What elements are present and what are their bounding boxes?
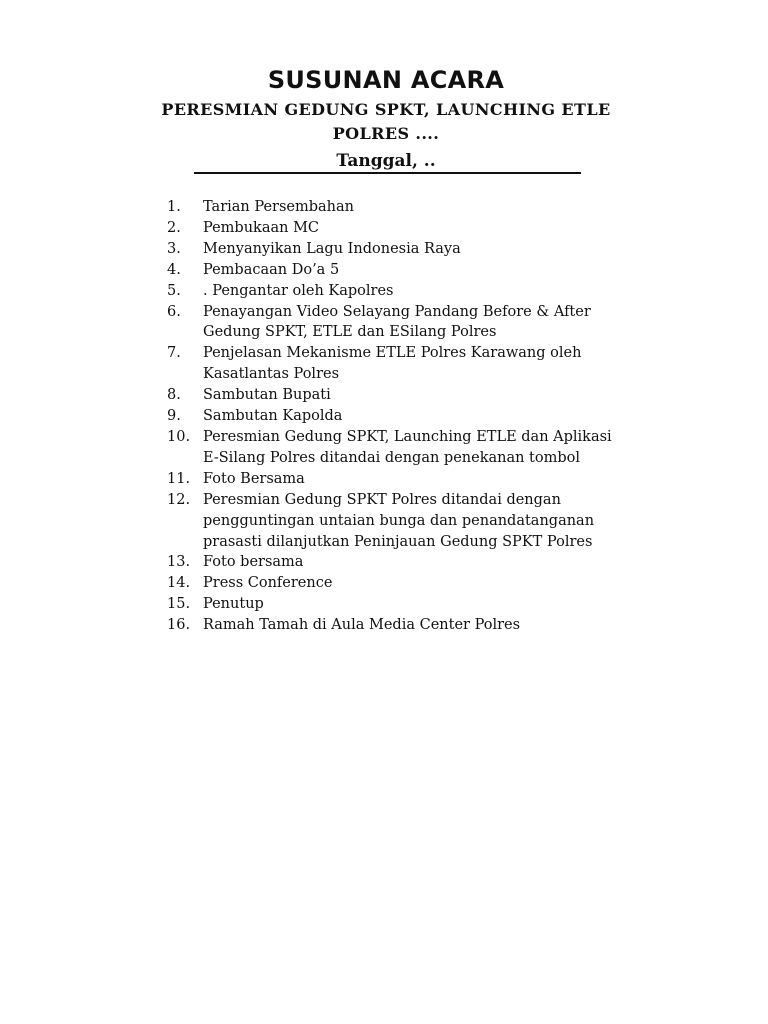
agenda-item (167, 302, 627, 344)
agenda-item (167, 615, 627, 636)
agenda-item-number: 2. (167, 219, 181, 236)
agenda-item (167, 218, 627, 239)
agenda-item-text: Penayangan Video Selayang Pandang Before & After Gedung SPKT, ETLE dan ESilang Polres (203, 303, 591, 341)
agenda-item (167, 573, 627, 594)
agenda-item-text: Menyanyikan Lagu Indonesia Raya (203, 240, 461, 257)
agenda-item-text: Penutup (203, 596, 264, 613)
agenda-item-number: 7. (167, 345, 181, 362)
agenda-item-text: Sambutan Kapolda (203, 408, 343, 425)
agenda-item-text: Pembukaan MC (203, 219, 320, 236)
agenda-item (167, 197, 627, 218)
agenda-item (167, 260, 627, 281)
agenda-item-number: 3. (167, 240, 181, 257)
agenda-item-number: 1. (167, 199, 181, 215)
agenda-item-text: Press Conference (203, 575, 333, 592)
agenda-item-number: 8. (167, 387, 181, 404)
agenda-item-text: Foto bersama (203, 554, 304, 571)
agenda-item-text: Ramah Tamah di Aula Media Center Polres (203, 617, 521, 634)
agenda-item-number: 12. (167, 491, 191, 508)
agenda-item-text: Penjelasan Mekanisme ETLE Polres Karawang oleh Kasatlantas Polres (203, 345, 582, 383)
agenda-item-text: Pembacaan Do’a 5 (203, 261, 340, 278)
agenda-item-text: Foto Bersama (203, 470, 305, 487)
agenda-item-number: 10. (167, 428, 191, 445)
document-date: Tanggal, .. (336, 151, 436, 171)
agenda-item (167, 406, 627, 427)
agenda-item (167, 594, 627, 615)
agenda-item-text: . Pengantar oleh Kapolres (203, 282, 394, 299)
agenda-item-text: Peresmian Gedung SPKT, Launching ETLE dan Aplikasi E-Silang Polres ditandai dengan penekanan tombol (203, 428, 612, 466)
agenda-item (167, 490, 627, 553)
agenda-item (167, 239, 627, 260)
agenda-item (167, 552, 627, 573)
title-underline (194, 172, 581, 174)
agenda-item (167, 281, 627, 302)
agenda-item-number: 5. (167, 282, 181, 299)
agenda-list (167, 197, 627, 636)
document-title: SUSUNAN ACARA (267, 66, 505, 94)
agenda-item-number: 16. (167, 617, 191, 634)
agenda-item-number: 13. (167, 554, 191, 571)
agenda-item-number: 11. (167, 470, 191, 487)
agenda-item-text: Tarian Persembahan (203, 199, 354, 215)
agenda-item-text: Sambutan Bupati (203, 387, 331, 404)
agenda-item-number: 6. (167, 303, 181, 320)
agenda-item (167, 385, 627, 406)
agenda-item-number: 9. (167, 408, 181, 425)
document-subtitle (150, 98, 622, 146)
agenda-item-text: Peresmian Gedung SPKT Polres ditandai dengan pengguntingan untaian bunga dan penandatanganan prasasti dilanjutkan Peninjauan Gedung SPKT Polres (203, 491, 595, 550)
subtitle-line-2: POLRES .... (332, 124, 440, 143)
agenda-item-number: 14. (167, 575, 191, 592)
agenda-item-number: 15. (167, 596, 191, 613)
agenda-item-number: 4. (167, 261, 181, 278)
agenda-item (167, 427, 627, 469)
agenda-item (167, 343, 627, 385)
subtitle-line-1: PERESMIAN GEDUNG SPKT, LAUNCHING ETLE (161, 100, 611, 119)
agenda-item (167, 469, 627, 490)
